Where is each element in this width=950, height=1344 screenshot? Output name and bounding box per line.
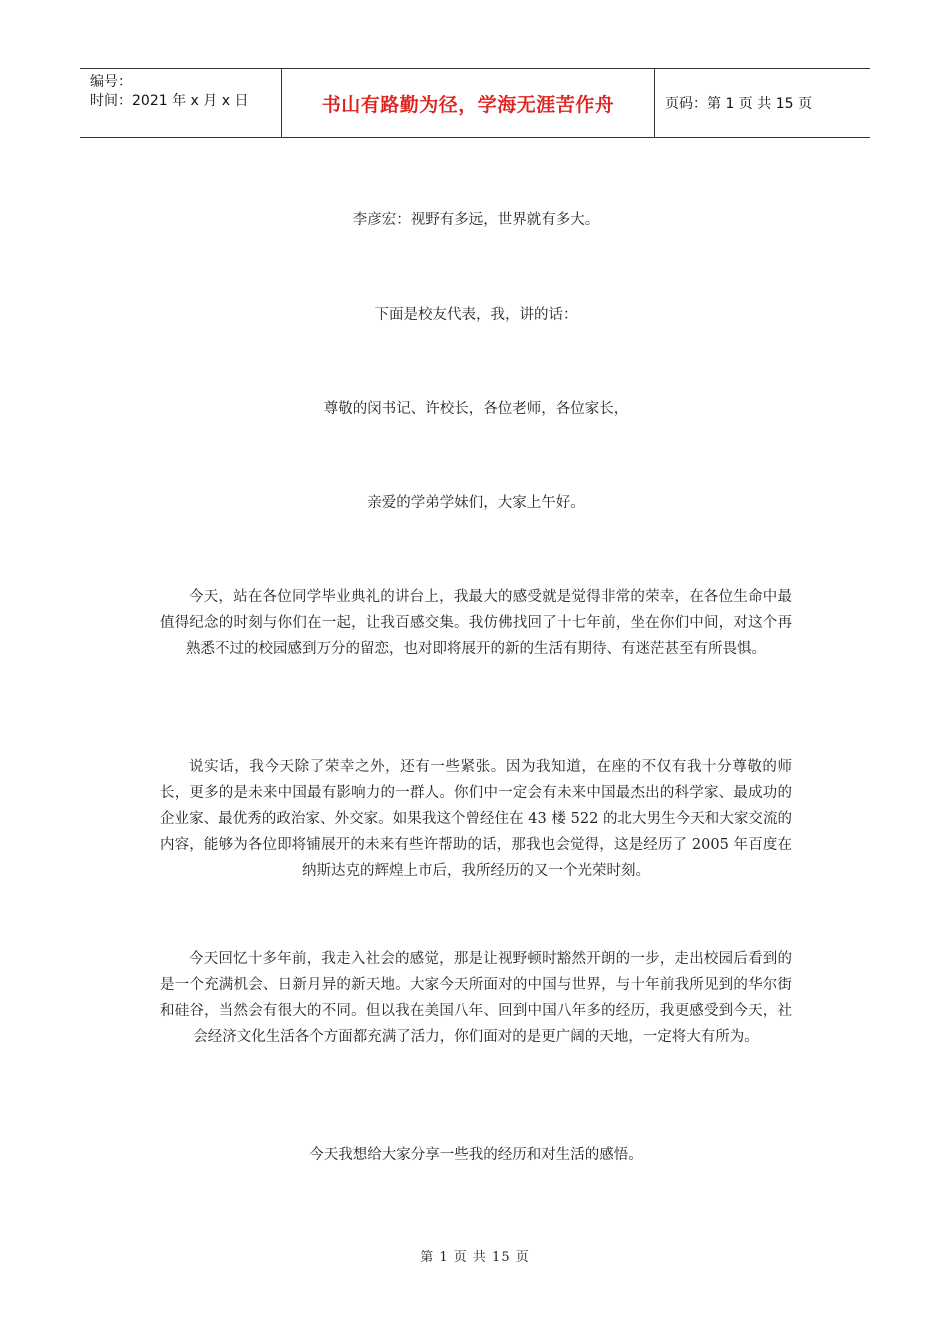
- salutation-line: 尊敬的闵书记、许校长，各位老师，各位家长，: [323, 401, 629, 417]
- header-motto: 书山有路勤为径，学海无涯苦作舟: [281, 69, 655, 137]
- header-meta: [80, 69, 281, 137]
- document-number-label: 编号：: [90, 74, 132, 90]
- body-paragraph: 今天，站在各位同学毕业典礼的讲台上，我最大的感受就是觉得非常的荣幸，在各位生命中最值得纪念的时刻与你们在一起，让我百感交集。我仿佛找回了十七年前，坐在你们中间，对这个再熟悉不过的校园感到万分的留恋，也对即将展开的新的生活有期待、有迷茫甚至有所畏惧。: [160, 589, 792, 657]
- page-header: [80, 68, 870, 138]
- body-paragraph: 说实话，我今天除了荣幸之外，还有一些紧张。因为我知道，在座的不仅有我十分尊敬的师长，更多的是未来中国最有影响力的一群人。你们中一定会有未来中国最杰出的科学家、最成功的企业家、最优秀的政治家、外交家。如果我这个曾经住在 43 楼 522 的北大男生今天和大家交流的内容，能够为各位即将铺展开的未来有些许帮助的话，那我也会觉得，这是经历了 2005 年百度在纳斯达克的辉煌上市后，我所经历的又一个光荣时刻。: [160, 759, 792, 879]
- page-footer: 第 1 页 共 15 页: [420, 1250, 530, 1265]
- closing-line: 今天我想给大家分享一些我的经历和对生活的感悟。: [309, 1147, 643, 1163]
- greeting-line: 亲爱的学弟学妹们，大家上午好。: [367, 495, 585, 511]
- speech-title: 李彦宏：视野有多远，世界就有多大。: [352, 212, 600, 228]
- intro-line: 下面是校友代表，我，讲的话：: [374, 307, 578, 323]
- header-page-info: 页码：第 1 页 共 15 页: [665, 96, 812, 112]
- document-time-label: 时间：2021 年 x 月 x 日: [90, 93, 249, 109]
- body-paragraph: 今天回忆十多年前，我走入社会的感觉，那是让视野顿时豁然开朗的一步，走出校园后看到的是一个充满机会、日新月异的新天地。大家今天所面对的中国与世界，与十年前我所见到的华尔街和硅谷，当然会有很大的不同。但以我在美国八年、回到中国八年多的经历，我更感受到今天，社会经济文化生活各个方面都充满了活力，你们面对的是更广阔的天地，一定将大有所为。: [160, 951, 792, 1045]
